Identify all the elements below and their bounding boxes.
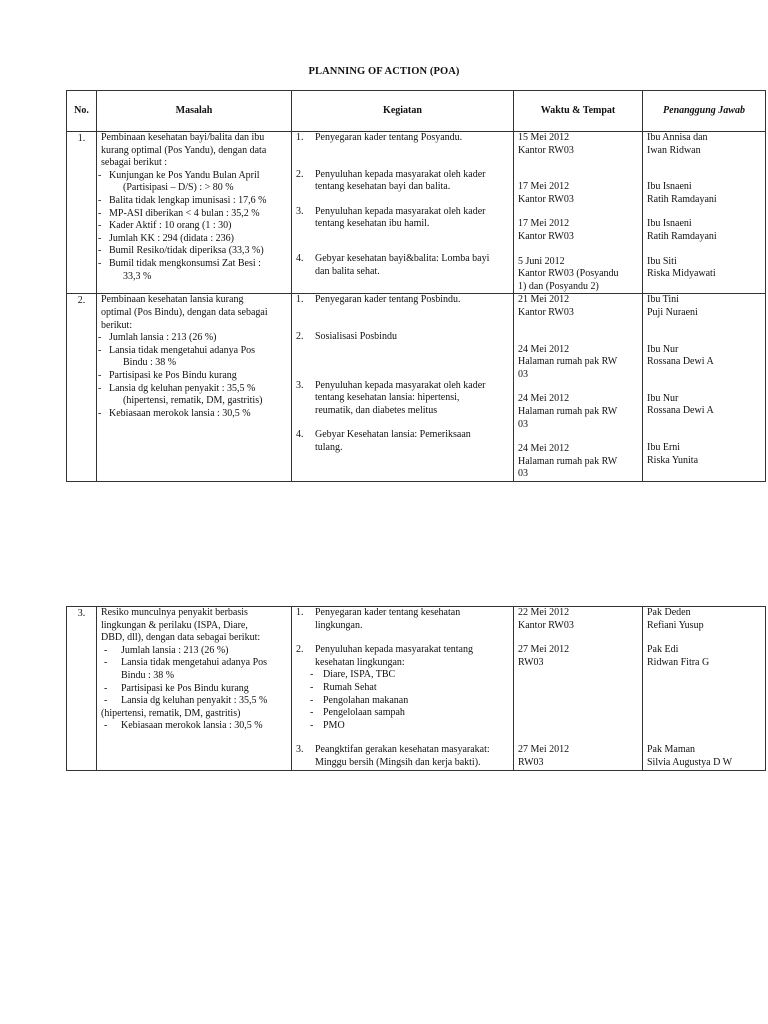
list-item: 1. Penyegaran kader tentang kesehatan lingkungan. [296,607,461,631]
table-row [67,132,766,294]
list-item: - Pengolahan makanan [296,695,509,708]
list-item: - Jumlah KK : 294 (didata : 236) [101,233,287,246]
list-item: 4. Gebyar kesehatan bayi&balita: Lomba bayi dan balita sehat. [296,252,490,277]
list-item: 3. Peangktifan gerakan kesehatan masyarakat: Minggu bersih (Mingsih dan kerja bakti). [296,744,490,768]
poa-table-continued [66,606,766,771]
list-item: 1. Penyegaran kader tentang Posyandu. [296,132,463,143]
kegiatan-cell [292,607,514,771]
list-item: - Bumil Resiko/tidak diperiksa (33,3 %) [101,245,287,258]
masalah-cell: Pembinaan kesehatan lansia kurang optimal (Pos Bindu), dengan data sebagai berikut: - Jumlah lansia : 213 (26 %) - Lansia tidak mengetahui adanya Pos Bindu : 38 % - Partisipasi ke Pos Bindu kurang - Lansia dg keluhan penyakit : 35,5 % (hipertensi, rematik, DM, gastritis) - Kebiasaan merokok lansia : 30,5 % [97,294,292,482]
list-item: - Kunjungan ke Pos Yandu Bulan April (Partisipasi – D/S) : > 80 % [101,170,287,195]
list-item: - PMO [296,720,509,733]
list-item: - Lansia tidak mengetahui adanya Pos Bindu : 38 % [101,345,287,370]
list-item: 2. Penyuluhan kepada masyarakat oleh kader tentang kesehatan bayi dan balita. [296,168,486,193]
poa-table [66,90,766,482]
list-item: - Diare, ISPA, TBC [296,669,509,682]
list-item: 3. Penyuluhan kepada masyarakat oleh kader tentang kesehatan lansia: hipertensi, reumatik, dan diabetes melitus [296,379,486,416]
list-item: - Balita tidak lengkap imunisasi : 17,6 % [101,195,287,208]
header-waktu: Waktu & Tempat [514,91,643,132]
kegiatan-cell [292,132,514,294]
page-title: PLANNING OF ACTION (POA) [308,66,460,77]
waktu-cell: 15 Mei 2012 Kantor RW03 17 Mei 2012 Kantor RW03 17 Mei 2012 Kantor RW03 5 Juni 2012 Kantor RW03 (Posyandu 1) dan (Posyandu 2) [514,132,643,294]
list-item: - MP-ASI diberikan < 4 bulan : 35,2 % [101,208,287,221]
list-item: - Partisipasi ke Pos Bindu kurang [101,683,287,696]
penanggung-cell: Ibu Annisa dan Iwan Ridwan Ibu Isnaeni Ratih Ramdayani Ibu Isnaeni Ratih Ramdayani Ibu Siti Riska Midyawati [643,132,766,294]
row-number: 3. [67,607,97,771]
waktu-cell: 22 Mei 2012 Kantor RW03 27 Mei 2012 RW03 27 Mei 2012 RW03 [514,607,643,771]
list-item: - Lansia dg keluhan penyakit : 35,5 % (hipertensi, rematik, DM, gastritis) [101,383,287,408]
list-item: - Kebiasaan merokok lansia : 30,5 % [101,720,287,733]
list-item: - Bumil tidak mengkonsumsi Zat Besi : 33,3 % [101,258,287,283]
list-item: - Rumah Sehat [296,682,509,695]
list-item: - Kader Aktif : 10 orang (1 : 30) [101,220,287,233]
row-number: 1. [67,132,97,294]
header-no: No. [67,91,97,132]
header-kegiatan: Kegiatan [292,91,514,132]
waktu-cell: 21 Mei 2012 Kantor RW03 24 Mei 2012 Halaman rumah pak RW 03 24 Mei 2012 Halaman rumah pak RW 03 24 Mei 2012 Halaman rumah pak RW 03 [514,294,643,482]
list-item: - Kebiasaan merokok lansia : 30,5 % [101,408,287,421]
penanggung-cell: Ibu Tini Puji Nuraeni Ibu Nur Rossana Dewi A Ibu Nur Rossana Dewi A Ibu Erni Riska Yunita [643,294,766,482]
list-item: - Partisipasi ke Pos Bindu kurang [101,370,287,383]
list-item: - Pengelolaan sampah [296,707,509,720]
list-item: - Lansia tidak mengetahui adanya Pos Bindu : 38 % [101,657,287,682]
list-item: 1. Penyegaran kader tentang Posbindu. [296,294,461,306]
kegiatan-cell [292,294,514,482]
list-item: - Lansia dg keluhan penyakit : 35,5 % (hipertensi, rematik, DM, gastritis) [101,695,287,720]
header-penanggung: Penanggung Jawab [643,91,766,132]
table-row [67,294,766,482]
header-masalah: Masalah [97,91,292,132]
masalah-cell: Pembinaan kesehatan bayi/balita dan ibu kurang optimal (Pos Yandu), dengan data sebagai berikut : - Kunjungan ke Pos Yandu Bulan April (Partisipasi – D/S) : > 80 % - Balita tidak lengkap imunisasi : 17,6 % - MP-ASI diberikan < 4 bulan : 35,2 % - Kader Aktif : 10 orang (1 : 30) - Jumlah KK : 294 (didata : 236) - Bumil Resiko/tidak diperiksa (33,3 %) - Bumil tidak mengkonsumsi Zat Besi : 33,3 % [97,132,292,294]
table-header-row [67,91,766,132]
penanggung-cell: Pak Deden Refiani Yusup Pak Edi Ridwan Fitra G Pak Maman Silvia Augustya D W [643,607,766,771]
list-item: 2. Sosialisasi Posbindu [296,330,397,342]
list-item: 3. Penyuluhan kepada masyarakat oleh kader tentang kesehatan ibu hamil. [296,205,486,230]
row-number: 2. [67,294,97,482]
table-row [67,607,766,771]
list-item: 4. Gebyar Kesehatan lansia: Pemeriksaan tulang. [296,429,471,453]
masalah-cell: Resiko munculnya penyakit berbasis lingkungan & perilaku (ISPA, Diare, DBD, dll), dengan data sebagai berikut: - Jumlah lansia : 213 (26 %) - Lansia tidak mengetahui adanya Pos Bindu : 38 % - Partisipasi ke Pos Bindu kurang - Lansia dg keluhan penyakit : 35,5 % (hipertensi, rematik, DM, gastritis) - Kebiasaan merokok lansia : 30,5 % [97,607,292,771]
list-item: 2. Penyuluhan kepada masyarakat tentang kesehatan lingkungan: [296,644,473,668]
list-item: - Jumlah lansia : 213 (26 %) [101,645,287,658]
list-item: - Jumlah lansia : 213 (26 %) [101,332,287,345]
